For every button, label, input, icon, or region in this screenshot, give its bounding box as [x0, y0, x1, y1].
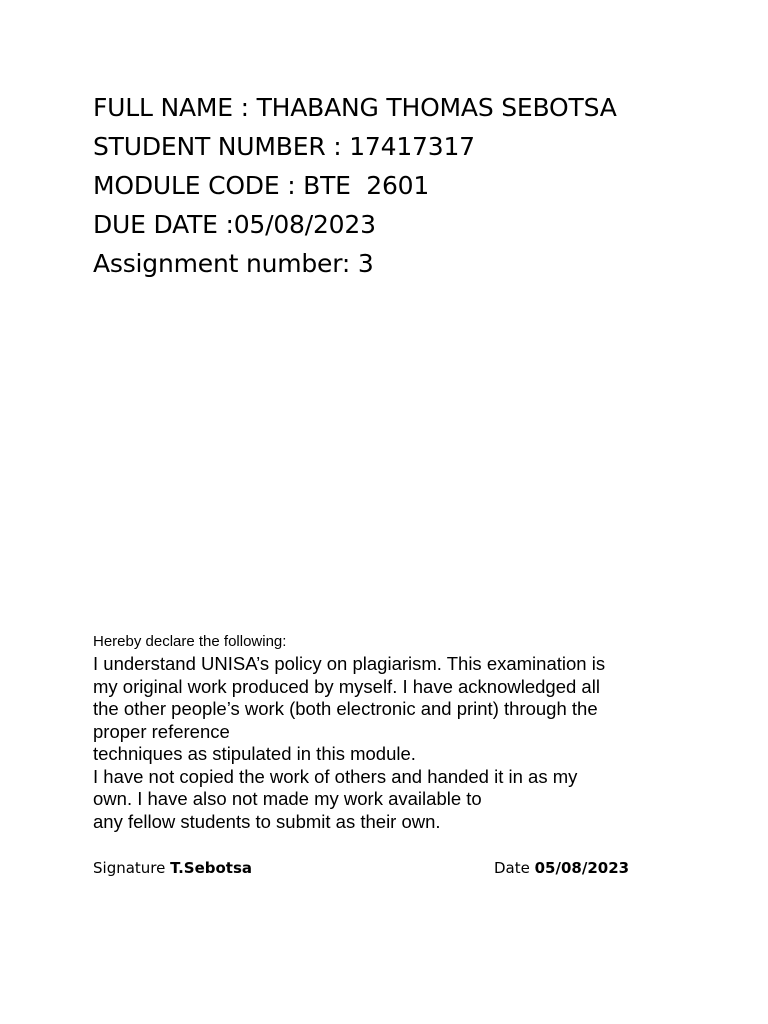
due-date-line: DUE DATE :05/08/2023	[93, 210, 376, 239]
declaration-line: the other people’s work (both electronic and print) through the	[93, 698, 598, 719]
declaration-line: techniques as stipulated in this module.	[93, 743, 416, 764]
full-name-line: FULL NAME : THABANG THOMAS SEBOTSA	[93, 93, 617, 122]
signature-value: T.Sebotsa	[170, 859, 253, 877]
signature-row	[93, 856, 693, 880]
declaration-intro: Hereby declare the following:	[93, 633, 287, 650]
assignment-number-line: Assignment number: 3	[93, 249, 374, 278]
date-value: 05/08/2023	[534, 859, 630, 877]
date-block	[494, 856, 629, 880]
date-label: Date	[494, 859, 535, 877]
declaration-line: my original work produced by myself. I have acknowledged all	[93, 675, 600, 697]
signature-label: Signature	[93, 859, 171, 877]
declaration-line: any fellow students to submit as their own.	[93, 810, 441, 832]
cover-header	[93, 88, 753, 283]
declaration-line: own. I have also not made my work available to	[93, 788, 482, 809]
student-number-line: STUDENT NUMBER : 17417317	[93, 132, 475, 161]
module-code-line: MODULE CODE : BTE 2601	[93, 171, 430, 200]
declaration-line: I understand UNISA’s policy on plagiarism. This examination is	[93, 653, 606, 674]
plagiarism-declaration	[93, 632, 693, 833]
signature-block	[93, 856, 252, 880]
declaration-line: proper reference	[93, 720, 230, 742]
declaration-line: I have not copied the work of others and handed it in as my	[93, 765, 578, 787]
